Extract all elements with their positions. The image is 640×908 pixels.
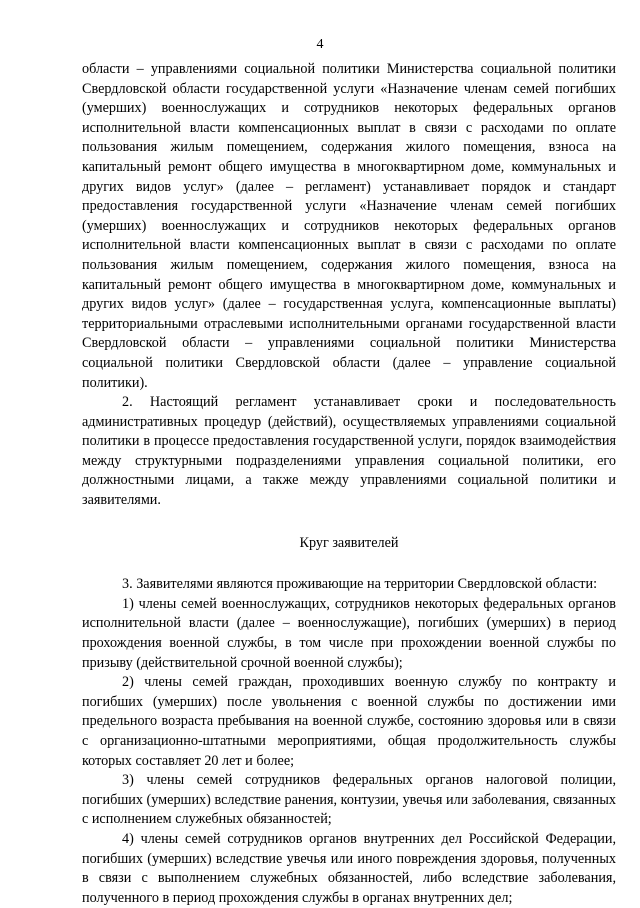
spacer: [82, 511, 616, 534]
list-item-2: 2) члены семей граждан, проходивших военную службу по контракту и погибших (умерших) после увольнения с военной службы по достижении ими предельного возраста пребывания на военной службе, состоянию здоровья или в связи с организационно-штатными мероприятиями, общая продолжительность службы которых составляет 20 лет и более;: [82, 674, 616, 769]
document-body: [82, 60, 616, 908]
list-item-4: 4) члены семей сотрудников органов внутренних дел Российской Федерации, погибших (умерших) вследствие увечья или иного повреждения здоровья, полученных в связи с выполнением служебных обязанностей, либо вследствие заболевания, полученного в период прохождения службы в органах внутренних дел;: [82, 830, 616, 906]
list-item-1: 1) члены семей военнослужащих, сотрудников некоторых федеральных органов исполнительной власти (далее – военнослужащие), погибших (умерших) в период прохождения военной службы, в том числе при прохождении военной службы по призыву (действительной срочной военной службы);: [82, 595, 616, 671]
spacer: [82, 553, 616, 575]
paragraph-3: 3. Заявителями являются проживающие на территории Свердловской области:: [122, 576, 598, 593]
section-heading: Круг заявителей: [299, 534, 399, 551]
list-item-3: 3) члены семей сотрудников федеральных органов налоговой полиции, погибших (умерших) вследствие ранения, контузии, увечья или заболевания, связанных с исполнением служебных обязанностей;: [82, 772, 616, 828]
paragraph-1-continuation: области – управлениями социальной политики Министерства социальной политики Свердловской области государственной услуги «Назначение членам семей погибших (умерших) военнослужащих и сотрудников некоторых федеральных органов исполнительной власти компенсационных выплат в связи с расходами по оплате пользования жилым помещением, содержания жилого помещения, взноса на капитальный ремонт общего имущества в многоквартирном доме, коммунальных и других видов услуг» (далее – регламент) устанавливает порядок и стандарт предоставления государственной услуги «Назначение членам семей погибших (умерших) военнослужащих и сотрудников некоторых федеральных органов исполнительной власти компенсационных выплат в связи с расходами по оплате пользования жилым помещением, содержания жилого помещения, взноса на капитальный ремонт общего имущества в многоквартирном доме, коммунальных и других видов услуг» (далее – государственная услуга, компенсационные выплаты) территориальными отраслевыми исполнительными органами государственной власти Свердловской области – управлениями социальной политики Министерства социальной политики Свердловской области (далее – управление социальной политики).: [82, 61, 616, 391]
paragraph-2: 2. Настоящий регламент устанавливает сроки и последовательность административных процедур (действий), осуществляемых управлениями социальной политики в процессе предоставления государственной услуги, порядок взаимодействия между структурными подразделениями управления социальной политики, его должностными лицами, а также между управлениями социальной политики и заявителями.: [82, 394, 616, 509]
page-number: 4: [316, 37, 324, 52]
